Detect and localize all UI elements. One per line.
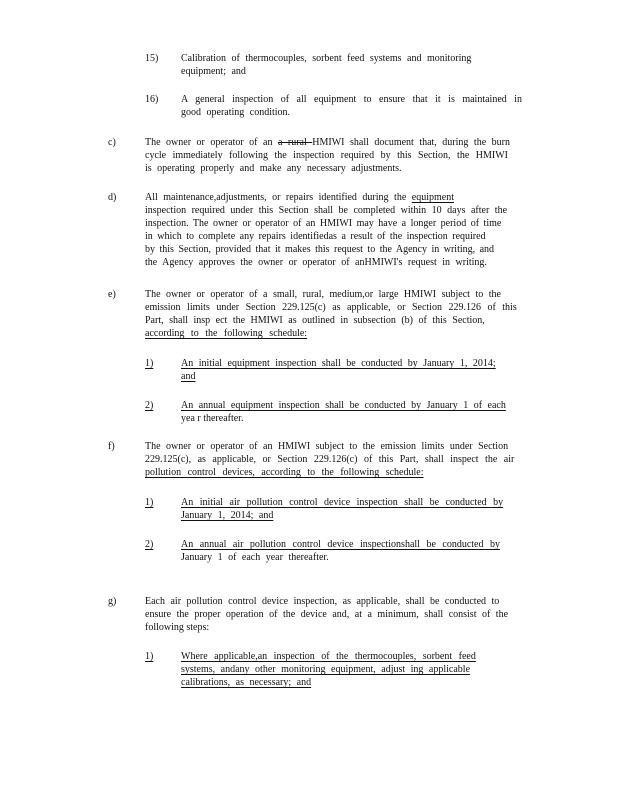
subsection-g-1-line-1: Where applicable,an inspection of the thermocouples, sorbent feed: [181, 651, 476, 662]
subsection-g-1-line-3: calibrations, as necessary; and: [181, 677, 312, 688]
subsection-e-line-2: emission limits under Section 229.125(c) as applicable, or Section 229.126 of this: [145, 302, 517, 313]
subsection-f-line-2: 229.125(c), as applicable, or Section 229.126(c) of this Part, shall inspect the air: [145, 454, 515, 465]
subsection-e-1-label: 1): [145, 358, 154, 369]
subsection-e-1-line-2: and: [181, 371, 196, 382]
subsection-d-line-1: [145, 191, 537, 204]
subsection-f-label: f): [108, 441, 115, 452]
subsection-g-label: g): [108, 596, 117, 607]
subsection-c-line-1: [145, 136, 533, 149]
subsection-f-1-label: 1): [145, 497, 154, 508]
subsection-f-2-line-1: An annual air pollution control device inspectionshall be conducted by: [181, 539, 500, 550]
subsection-g-line-1: Each air pollution control device inspection, as applicable, shall be conducted to: [145, 596, 500, 607]
subsection-c-line-1-a: The owner or operator of an: [145, 137, 278, 148]
subsection-f-2-line-2: January 1 of each year thereafter.: [181, 552, 329, 563]
subsection-g-line-3: following steps:: [145, 622, 210, 633]
subsection-f-1-line-2: January 1, 2014; and: [181, 510, 274, 521]
deleted-text: a rural: [277, 137, 313, 148]
subsection-e-2-label: 2): [145, 400, 154, 411]
subsection-f-line-3: pollution control devices, according to the following schedule:: [145, 467, 424, 478]
subsection-d-line-3: inspection. The owner or operator of an HMIWI may have a longer period of time: [145, 218, 502, 229]
subsection-d-label: d): [108, 192, 117, 203]
subsection-e-label: e): [108, 289, 116, 300]
subsection-f-1-line-1: An initial air pollution control device inspection shall be conducted by: [181, 497, 504, 508]
subsection-f-2-label: 2): [145, 539, 154, 550]
subsection-e-line-4: according to the following schedule:: [145, 328, 308, 339]
subsection-f-line-1: The owner or operator of an HMIWI subject to the emission limits under Section: [145, 441, 509, 452]
item-15-line-2: equipment; and: [181, 66, 246, 77]
subsection-e-line-1: The owner or operator of a small, rural, medium,or large HMIWI subject to the: [145, 289, 501, 300]
subsection-e-2-line-1: An annual equipment inspection shall be conducted by January 1 of each: [181, 400, 506, 411]
subsection-g-line-2: ensure the proper operation of the device and, at a minimum, shall consist of the: [145, 609, 509, 620]
item-15-line-1: Calibration of thermocouples, sorbent feed systems and monitoring: [181, 53, 472, 64]
item-16-line-2: good operating condition.: [181, 107, 291, 118]
subsection-c-label: c): [108, 137, 116, 148]
subsection-c-line-3: is operating properly and make any necessary adjustments.: [145, 163, 402, 174]
subsection-c-line-2: cycle immediately following the inspection required by this Section, the HMIWI: [145, 150, 508, 161]
subsection-c-line-1-b: HMIWI shall document that, during the burn: [312, 137, 510, 148]
subsection-d-line-4: in which to complete any repairs identifiedas a result of the inspection required: [145, 231, 486, 242]
subsection-d-line-1-a: All maintenance,adjustments, or repairs identified during the: [145, 192, 412, 203]
subsection-d-line-6: the Agency approves the owner or operator of anHMIWI's request in writing.: [145, 257, 487, 268]
subsection-e-1-line-1: An initial equipment inspection shall be conducted by January 1, 2014;: [181, 358, 496, 369]
inserted-text: equipment: [411, 192, 454, 203]
subsection-g-1-line-2: systems, andany other monitoring equipment, adjust ing applicable: [181, 664, 471, 675]
subsection-g-1-label: 1): [145, 651, 154, 662]
subsection-d-line-5: by this Section, provided that it makes this request to the Agency in writing, and: [145, 244, 495, 255]
item-15-label: 15): [145, 53, 159, 64]
item-16-label: 16): [145, 94, 159, 105]
subsection-e-2-line-2: yea r thereafter.: [181, 413, 244, 424]
subsection-d-line-2: inspection required under this Section shall be completed within 10 days after the: [145, 205, 508, 216]
subsection-e-line-3: Part, shall insp ect the HMIWI as outlined in subsection (b) of this Section,: [145, 315, 485, 326]
item-16-line-1: A general inspection of all equipment to ensure that it is maintained in: [181, 94, 523, 105]
